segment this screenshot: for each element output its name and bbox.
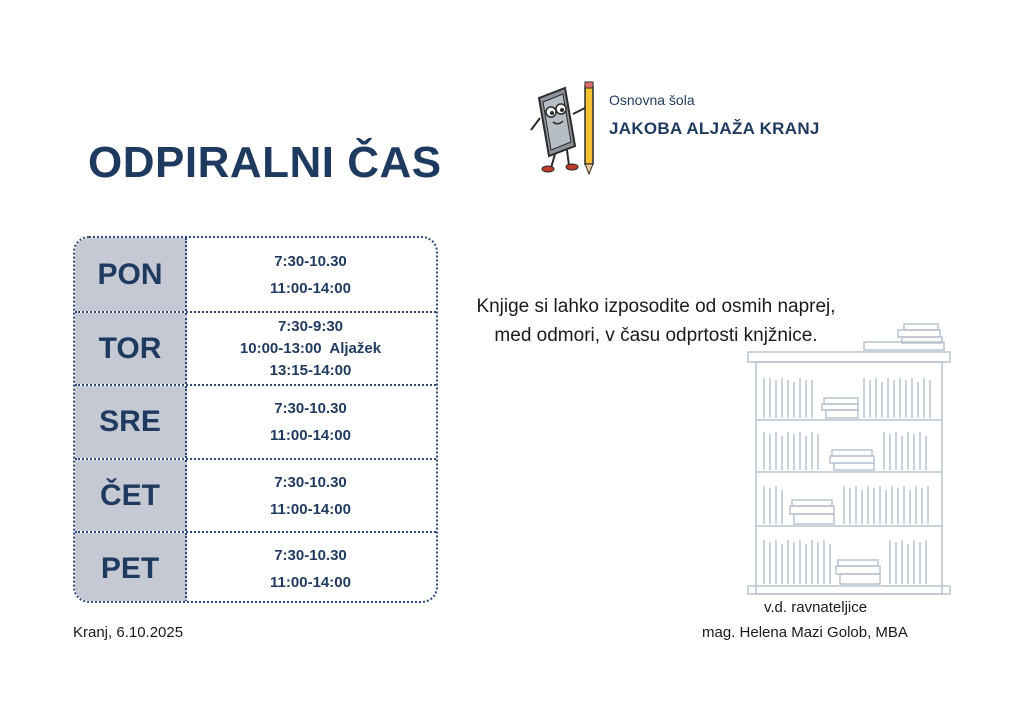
time-slots <box>185 386 436 458</box>
school-label-small: Osnovna šola <box>609 92 695 108</box>
time-slot: 11:00-14:00 <box>270 574 351 591</box>
day-label: ČET <box>75 460 187 531</box>
school-label-big: JAKOBA ALJAŽA KRANJ <box>609 119 820 138</box>
notice-line: med odmori, v času odprtosti knjžnice. <box>494 325 818 346</box>
schedule-row-tue <box>75 311 436 384</box>
day-label: SRE <box>75 386 187 458</box>
page-title: ODPIRALNI ČAS <box>88 138 442 187</box>
signature-name: mag. Helena Mazi Golob, MBA <box>702 624 908 641</box>
time-slots <box>185 533 436 603</box>
bookshelf-icon <box>744 320 954 600</box>
time-slot: 11:00-14:00 <box>270 427 351 444</box>
time-slots <box>185 313 436 384</box>
time-slots <box>185 238 436 311</box>
time-slot: 7:30-10.30 <box>274 252 347 270</box>
signature-role: v.d. ravnateljice <box>764 599 868 616</box>
time-slot: 7:30-10.30 <box>274 473 347 491</box>
day-label: TOR <box>75 313 187 384</box>
schedule-row-thu <box>75 458 436 531</box>
time-slot: 10:00-13:00 Aljažek <box>239 339 382 357</box>
date-location: Kranj, 6.10.2025 <box>73 624 184 641</box>
time-slot: 11:00-14:00 <box>270 500 351 518</box>
time-slot: 7:30-10.30 <box>274 547 347 564</box>
school-logo <box>527 78 827 178</box>
schedule-row-wed <box>75 384 436 458</box>
book-mascot-icon <box>527 78 607 178</box>
time-slot: 7:30-9:30 <box>277 317 344 335</box>
schedule-table <box>73 236 438 603</box>
schedule-row-fri <box>75 531 436 603</box>
time-slot: 11:00-14:00 <box>270 279 351 297</box>
day-label: PET <box>75 533 187 603</box>
time-slot: 7:30-10.30 <box>274 400 347 417</box>
time-slot: 13:15-14:00 <box>269 361 352 379</box>
schedule-row-mon <box>75 238 436 311</box>
day-label: PON <box>75 238 187 311</box>
notice-line: Knjige si lahko izposodite od osmih naprej, <box>476 296 836 317</box>
time-slots <box>185 460 436 531</box>
